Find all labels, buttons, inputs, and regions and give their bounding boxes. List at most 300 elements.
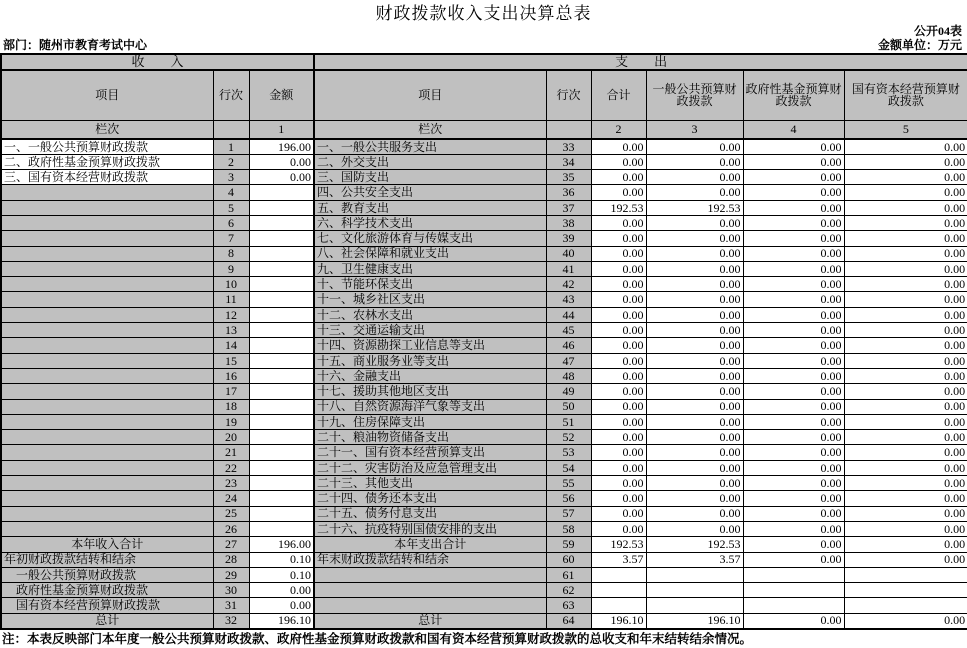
expense-rowno-cell: 40 xyxy=(546,246,591,261)
expense-item-cell: 十四、资源勘探工业信息等支出 xyxy=(314,338,546,353)
table-row xyxy=(1,154,967,169)
income-amount-cell xyxy=(249,307,314,322)
table-row xyxy=(1,170,967,185)
income-item-cell: 一般公共预算财政拨款 xyxy=(1,567,213,582)
income-item-cell xyxy=(1,307,213,322)
expense-value-cell: 0.00 xyxy=(743,445,844,460)
expense-value-cell: 0.00 xyxy=(743,460,844,475)
expense-value-cell: 196.10 xyxy=(591,613,646,628)
income-rowno-cell: 16 xyxy=(213,368,249,383)
income-rowno-cell: 18 xyxy=(213,399,249,414)
expense-value-cell: 0.00 xyxy=(646,399,743,414)
expense-value-cell: 0.00 xyxy=(591,491,646,506)
income-amount-cell xyxy=(249,430,314,445)
income-rowno-cell: 14 xyxy=(213,338,249,353)
expense-index-4: 4 xyxy=(743,120,844,139)
expense-value-cell: 0.00 xyxy=(743,506,844,521)
expense-value-cell: 0.00 xyxy=(743,368,844,383)
expense-item-cell: 五、教育支出 xyxy=(314,200,546,215)
expense-value-cell: 0.00 xyxy=(591,338,646,353)
expense-value-cell: 0.00 xyxy=(646,323,743,338)
expense-item-cell: 十一、城乡社区支出 xyxy=(314,292,546,307)
expense-value-cell: 0.00 xyxy=(646,185,743,200)
expense-rowno-cell: 56 xyxy=(546,491,591,506)
table-row xyxy=(1,139,967,154)
income-item-cell: 政府性基金预算财政拨款 xyxy=(1,583,213,598)
income-item-cell xyxy=(1,261,213,276)
income-item-header: 项目 xyxy=(1,70,213,120)
income-item-cell xyxy=(1,231,213,246)
table-row xyxy=(1,323,967,338)
income-amount-cell: 196.00 xyxy=(249,139,314,154)
income-rowno-cell: 6 xyxy=(213,215,249,230)
expense-value-cell: 0.00 xyxy=(591,292,646,307)
table-row xyxy=(1,353,967,368)
expense-rowno-cell: 48 xyxy=(546,368,591,383)
expense-item-cell xyxy=(314,567,546,582)
table-row xyxy=(1,491,967,506)
income-rowno-cell: 3 xyxy=(213,170,249,185)
expense-rowno-header: 行次 xyxy=(546,70,591,120)
income-amount-cell: 196.10 xyxy=(249,613,314,628)
income-amount-cell xyxy=(249,491,314,506)
expense-value-cell xyxy=(743,567,844,582)
expense-value-cell: 0.00 xyxy=(844,552,967,567)
expense-rowno-cell: 35 xyxy=(546,170,591,185)
state-capital-budget-header: 国有资本经营预算财政拨款 xyxy=(844,70,967,120)
income-rowno-cell: 13 xyxy=(213,323,249,338)
income-item-cell xyxy=(1,384,213,399)
expense-value-cell: 0.00 xyxy=(591,185,646,200)
expense-value-cell: 0.00 xyxy=(743,307,844,322)
expense-item-cell xyxy=(314,598,546,613)
table-row xyxy=(1,215,967,230)
table-row xyxy=(1,231,967,246)
income-item-cell xyxy=(1,368,213,383)
income-item-cell xyxy=(1,215,213,230)
expense-rowno-cell: 47 xyxy=(546,353,591,368)
expense-value-cell: 0.00 xyxy=(743,384,844,399)
income-rowno-cell: 12 xyxy=(213,307,249,322)
income-item-cell xyxy=(1,246,213,261)
income-rowno-cell: 8 xyxy=(213,246,249,261)
expense-value-cell: 0.00 xyxy=(743,552,844,567)
expense-rowno-cell: 39 xyxy=(546,231,591,246)
unit-label: 金额单位：万元 xyxy=(877,38,962,52)
expense-rowno-cell: 43 xyxy=(546,292,591,307)
income-section-header: 收 入 xyxy=(1,54,314,70)
expense-value-cell xyxy=(844,567,967,582)
income-item-cell xyxy=(1,185,213,200)
expense-value-cell: 0.00 xyxy=(646,506,743,521)
expense-value-cell: 0.00 xyxy=(844,476,967,491)
expense-value-cell: 0.00 xyxy=(646,139,743,154)
expense-value-cell: 0.00 xyxy=(844,353,967,368)
expense-section-header: 支 出 xyxy=(314,54,967,70)
table-row xyxy=(1,445,967,460)
expense-value-cell: 0.00 xyxy=(591,323,646,338)
expense-item-cell: 一、一般公共服务支出 xyxy=(314,139,546,154)
expense-value-cell: 0.00 xyxy=(646,277,743,292)
table-row xyxy=(1,338,967,353)
expense-value-cell: 0.00 xyxy=(743,491,844,506)
expense-rowno-cell: 53 xyxy=(546,445,591,460)
income-item-cell xyxy=(1,323,213,338)
expense-value-cell: 0.00 xyxy=(591,521,646,536)
income-amount-cell xyxy=(249,506,314,521)
expense-value-cell: 0.00 xyxy=(743,231,844,246)
expense-rowno-cell: 50 xyxy=(546,399,591,414)
income-rowno-header: 行次 xyxy=(213,70,249,120)
income-amount-cell xyxy=(249,384,314,399)
expense-value-cell xyxy=(844,598,967,613)
expense-rowno-cell: 52 xyxy=(546,430,591,445)
expense-value-cell: 192.53 xyxy=(591,200,646,215)
income-rowno-cell: 30 xyxy=(213,583,249,598)
expense-value-cell: 0.00 xyxy=(646,215,743,230)
income-amount-cell: 0.00 xyxy=(249,170,314,185)
expense-value-cell: 0.00 xyxy=(646,261,743,276)
expense-index-3: 3 xyxy=(646,120,743,139)
expense-value-cell: 0.00 xyxy=(844,506,967,521)
expense-item-cell: 年末财政拨款结转和结余 xyxy=(314,552,546,567)
expense-value-cell xyxy=(743,583,844,598)
income-item-cell: 三、国有资本经营财政拨款 xyxy=(1,170,213,185)
expense-rowno-cell: 36 xyxy=(546,185,591,200)
income-amount-cell: 0.00 xyxy=(249,598,314,613)
expense-value-cell: 0.00 xyxy=(591,170,646,185)
expense-value-cell: 0.00 xyxy=(591,476,646,491)
expense-rowno-cell: 63 xyxy=(546,598,591,613)
income-item-cell xyxy=(1,476,213,491)
income-rowno-cell: 1 xyxy=(213,139,249,154)
expense-item-cell: 本年支出合计 xyxy=(314,537,546,552)
expense-value-cell: 0.00 xyxy=(844,231,967,246)
expense-item-cell: 十八、自然资源海洋气象等支出 xyxy=(314,399,546,414)
expense-item-cell xyxy=(314,583,546,598)
table-code: 公开04表 xyxy=(913,24,962,38)
expense-value-cell: 0.00 xyxy=(743,476,844,491)
income-item-cell: 年初财政拨款结转和结余 xyxy=(1,552,213,567)
expense-value-cell: 0.00 xyxy=(844,261,967,276)
expense-rowno-cell: 51 xyxy=(546,414,591,429)
expense-value-cell: 0.00 xyxy=(646,491,743,506)
expense-value-cell: 0.00 xyxy=(646,353,743,368)
income-item-cell xyxy=(1,506,213,521)
expense-item-cell: 二十一、国有资本经营预算支出 xyxy=(314,445,546,460)
expense-value-cell: 3.57 xyxy=(646,552,743,567)
expense-value-cell: 0.00 xyxy=(591,399,646,414)
meta-line xyxy=(0,38,967,53)
expense-item-cell: 十九、住房保障支出 xyxy=(314,414,546,429)
income-amount-cell xyxy=(249,445,314,460)
income-rowno-cell: 26 xyxy=(213,521,249,536)
expense-value-cell: 0.00 xyxy=(844,445,967,460)
expense-rowno-cell: 33 xyxy=(546,139,591,154)
expense-rowno-cell: 57 xyxy=(546,506,591,521)
expense-value-cell: 0.00 xyxy=(844,170,967,185)
expense-value-cell: 0.00 xyxy=(591,506,646,521)
income-amount-cell xyxy=(249,292,314,307)
expense-index-empty-cell xyxy=(546,120,591,139)
expense-value-cell: 0.00 xyxy=(646,246,743,261)
expense-value-cell xyxy=(743,598,844,613)
table-row xyxy=(1,506,967,521)
expense-value-cell: 0.00 xyxy=(591,215,646,230)
expense-item-cell: 七、文化旅游体育与传媒支出 xyxy=(314,231,546,246)
expense-rowno-cell: 42 xyxy=(546,277,591,292)
expense-item-cell: 总计 xyxy=(314,613,546,628)
expense-value-cell: 192.53 xyxy=(646,537,743,552)
expense-item-cell: 二十二、灾害防治及应急管理支出 xyxy=(314,460,546,475)
income-rowno-cell: 21 xyxy=(213,445,249,460)
expense-value-cell: 0.00 xyxy=(646,154,743,169)
income-item-cell: 国有资本经营预算财政拨款 xyxy=(1,598,213,613)
expense-rowno-cell: 41 xyxy=(546,261,591,276)
income-item-cell xyxy=(1,277,213,292)
table-row xyxy=(1,430,967,445)
income-amount-cell xyxy=(249,368,314,383)
expense-value-cell: 0.00 xyxy=(743,170,844,185)
income-amount-cell: 0.10 xyxy=(249,552,314,567)
expense-value-cell: 0.00 xyxy=(646,384,743,399)
expense-value-cell: 0.00 xyxy=(646,414,743,429)
column-index-row xyxy=(1,120,967,139)
table-row xyxy=(1,567,967,582)
expense-value-cell: 0.00 xyxy=(844,613,967,628)
expense-item-header: 项目 xyxy=(314,70,546,120)
table-row xyxy=(1,292,967,307)
expense-value-cell: 0.00 xyxy=(591,430,646,445)
expense-index-2: 2 xyxy=(591,120,646,139)
income-amount-cell: 0.00 xyxy=(249,154,314,169)
expense-value-cell: 0.00 xyxy=(743,323,844,338)
income-amount-cell xyxy=(249,185,314,200)
income-amount-cell xyxy=(249,277,314,292)
expense-item-cell: 三、国防支出 xyxy=(314,170,546,185)
income-column-index-label: 栏次 xyxy=(1,120,213,139)
expense-item-cell: 十二、农林水支出 xyxy=(314,307,546,322)
expense-value-cell: 0.00 xyxy=(646,476,743,491)
expense-value-cell: 0.00 xyxy=(743,185,844,200)
expense-rowno-cell: 55 xyxy=(546,476,591,491)
expense-item-cell: 二、外交支出 xyxy=(314,154,546,169)
expense-rowno-cell: 59 xyxy=(546,537,591,552)
expense-value-cell: 0.00 xyxy=(591,384,646,399)
income-item-cell xyxy=(1,445,213,460)
income-rowno-cell: 11 xyxy=(213,292,249,307)
income-amount-cell xyxy=(249,261,314,276)
income-rowno-cell: 19 xyxy=(213,414,249,429)
income-amount-cell xyxy=(249,399,314,414)
fiscal-appropriation-table xyxy=(0,53,967,630)
expense-value-cell: 0.00 xyxy=(591,139,646,154)
expense-value-cell: 0.00 xyxy=(844,537,967,552)
income-item-cell: 一、一般公共预算财政拨款 xyxy=(1,139,213,154)
expense-item-cell: 二十、粮油物资储备支出 xyxy=(314,430,546,445)
expense-item-cell: 二十四、债务还本支出 xyxy=(314,491,546,506)
expense-item-cell: 二十六、抗疫特别国债安排的支出 xyxy=(314,521,546,536)
expense-value-cell xyxy=(844,583,967,598)
expense-value-cell: 0.00 xyxy=(844,460,967,475)
expense-value-cell: 0.00 xyxy=(591,460,646,475)
expense-value-cell: 0.00 xyxy=(743,246,844,261)
expense-item-cell: 十六、金融支出 xyxy=(314,368,546,383)
expense-value-cell: 0.00 xyxy=(591,353,646,368)
expense-value-cell: 0.00 xyxy=(591,414,646,429)
income-item-cell: 本年收入合计 xyxy=(1,537,213,552)
expense-item-cell: 二十五、债务付息支出 xyxy=(314,506,546,521)
income-rowno-cell: 20 xyxy=(213,430,249,445)
page-title: 财政拨款收入支出决算总表 xyxy=(375,4,592,23)
expense-rowno-cell: 45 xyxy=(546,323,591,338)
expense-value-cell: 0.00 xyxy=(646,292,743,307)
expense-rowno-cell: 62 xyxy=(546,583,591,598)
expense-value-cell: 0.00 xyxy=(743,521,844,536)
expense-value-cell: 0.00 xyxy=(743,353,844,368)
expense-rowno-cell: 38 xyxy=(546,215,591,230)
expense-value-cell: 0.00 xyxy=(743,261,844,276)
expense-value-cell: 0.00 xyxy=(646,430,743,445)
income-rowno-cell: 28 xyxy=(213,552,249,567)
income-amount-cell xyxy=(249,414,314,429)
expense-value-cell: 0.00 xyxy=(646,170,743,185)
income-rowno-cell: 15 xyxy=(213,353,249,368)
expense-total-header: 合计 xyxy=(591,70,646,120)
income-rowno-cell: 24 xyxy=(213,491,249,506)
expense-value-cell: 0.00 xyxy=(591,445,646,460)
expense-value-cell: 0.00 xyxy=(646,368,743,383)
expense-value-cell: 0.00 xyxy=(646,460,743,475)
expense-value-cell: 192.53 xyxy=(646,200,743,215)
income-rowno-cell: 4 xyxy=(213,185,249,200)
expense-value-cell: 0.00 xyxy=(591,307,646,322)
income-rowno-cell: 31 xyxy=(213,598,249,613)
income-amount-cell xyxy=(249,246,314,261)
expense-item-cell: 九、卫生健康支出 xyxy=(314,261,546,276)
expense-value-cell: 0.00 xyxy=(844,200,967,215)
income-amount-header: 金额 xyxy=(249,70,314,120)
table-row xyxy=(1,460,967,475)
income-item-cell: 总计 xyxy=(1,613,213,628)
income-amount-cell: 0.00 xyxy=(249,583,314,598)
expense-index-5: 5 xyxy=(844,120,967,139)
table-row xyxy=(1,246,967,261)
column-header-row xyxy=(1,70,967,120)
expense-value-cell: 0.00 xyxy=(743,292,844,307)
income-item-cell xyxy=(1,430,213,445)
expense-value-cell: 0.00 xyxy=(844,154,967,169)
table-row xyxy=(1,368,967,383)
expense-value-cell xyxy=(646,567,743,582)
income-amount-cell xyxy=(249,323,314,338)
income-amount-cell xyxy=(249,476,314,491)
expense-value-cell: 0.00 xyxy=(646,307,743,322)
expense-value-cell: 0.00 xyxy=(646,521,743,536)
expense-value-cell: 0.00 xyxy=(743,154,844,169)
table-row xyxy=(1,399,967,414)
expense-value-cell: 0.00 xyxy=(844,384,967,399)
income-amount-cell xyxy=(249,521,314,536)
income-amount-cell: 196.00 xyxy=(249,537,314,552)
table-row xyxy=(1,598,967,613)
expense-value-cell: 0.00 xyxy=(646,445,743,460)
expense-value-cell: 0.00 xyxy=(743,414,844,429)
expense-value-cell: 0.00 xyxy=(844,277,967,292)
table-row xyxy=(1,537,967,552)
expense-rowno-cell: 37 xyxy=(546,200,591,215)
expense-value-cell: 0.00 xyxy=(743,430,844,445)
income-index-empty-cell xyxy=(213,120,249,139)
expense-value-cell: 0.00 xyxy=(743,277,844,292)
table-row xyxy=(1,613,967,628)
expense-item-cell: 二十三、其他支出 xyxy=(314,476,546,491)
expense-rowno-cell: 60 xyxy=(546,552,591,567)
expense-value-cell xyxy=(591,583,646,598)
income-rowno-cell: 5 xyxy=(213,200,249,215)
govt-fund-budget-header: 政府性基金预算财政拨款 xyxy=(743,70,844,120)
expense-value-cell: 0.00 xyxy=(591,277,646,292)
income-amount-cell xyxy=(249,353,314,368)
footnote: 注：本表反映部门本年度一般公共预算财政拨款、政府性基金预算财政拨款和国有资本经营预算财政拨款的总收支和年末结转结余情况。 xyxy=(2,631,753,646)
expense-value-cell: 0.00 xyxy=(591,261,646,276)
expense-value-cell: 0.00 xyxy=(743,338,844,353)
income-item-cell xyxy=(1,399,213,414)
expense-item-cell: 十五、商业服务业等支出 xyxy=(314,353,546,368)
income-rowno-cell: 22 xyxy=(213,460,249,475)
income-item-cell xyxy=(1,200,213,215)
income-rowno-cell: 7 xyxy=(213,231,249,246)
income-rowno-cell: 25 xyxy=(213,506,249,521)
expense-value-cell: 0.00 xyxy=(844,139,967,154)
income-amount-cell xyxy=(249,338,314,353)
section-header-row xyxy=(1,54,967,70)
expense-item-cell: 十、节能环保支出 xyxy=(314,277,546,292)
expense-value-cell: 0.00 xyxy=(743,399,844,414)
expense-value-cell: 0.00 xyxy=(591,246,646,261)
expense-value-cell: 0.00 xyxy=(844,399,967,414)
expense-value-cell: 0.00 xyxy=(844,307,967,322)
income-rowno-cell: 29 xyxy=(213,567,249,582)
income-rowno-cell: 10 xyxy=(213,277,249,292)
expense-value-cell: 192.53 xyxy=(591,537,646,552)
income-amount-cell xyxy=(249,231,314,246)
expense-item-cell: 八、社会保障和就业支出 xyxy=(314,246,546,261)
expense-value-cell: 0.00 xyxy=(743,613,844,628)
expense-value-cell xyxy=(646,583,743,598)
expense-value-cell: 0.00 xyxy=(844,521,967,536)
table-row xyxy=(1,552,967,567)
income-item-cell: 二、政府性基金预算财政拨款 xyxy=(1,154,213,169)
expense-value-cell xyxy=(646,598,743,613)
expense-item-cell: 四、公共安全支出 xyxy=(314,185,546,200)
expense-rowno-cell: 54 xyxy=(546,460,591,475)
expense-column-index-label: 栏次 xyxy=(314,120,546,139)
expense-value-cell: 0.00 xyxy=(844,215,967,230)
expense-value-cell: 0.00 xyxy=(646,231,743,246)
expense-value-cell: 0.00 xyxy=(844,246,967,261)
expense-item-cell: 十三、交通运输支出 xyxy=(314,323,546,338)
expense-value-cell: 0.00 xyxy=(591,231,646,246)
table-row xyxy=(1,261,967,276)
table-row xyxy=(1,414,967,429)
expense-value-cell: 196.10 xyxy=(646,613,743,628)
expense-rowno-cell: 44 xyxy=(546,307,591,322)
expense-value-cell: 0.00 xyxy=(844,491,967,506)
income-rowno-cell: 27 xyxy=(213,537,249,552)
expense-rowno-cell: 58 xyxy=(546,521,591,536)
expense-value-cell: 3.57 xyxy=(591,552,646,567)
